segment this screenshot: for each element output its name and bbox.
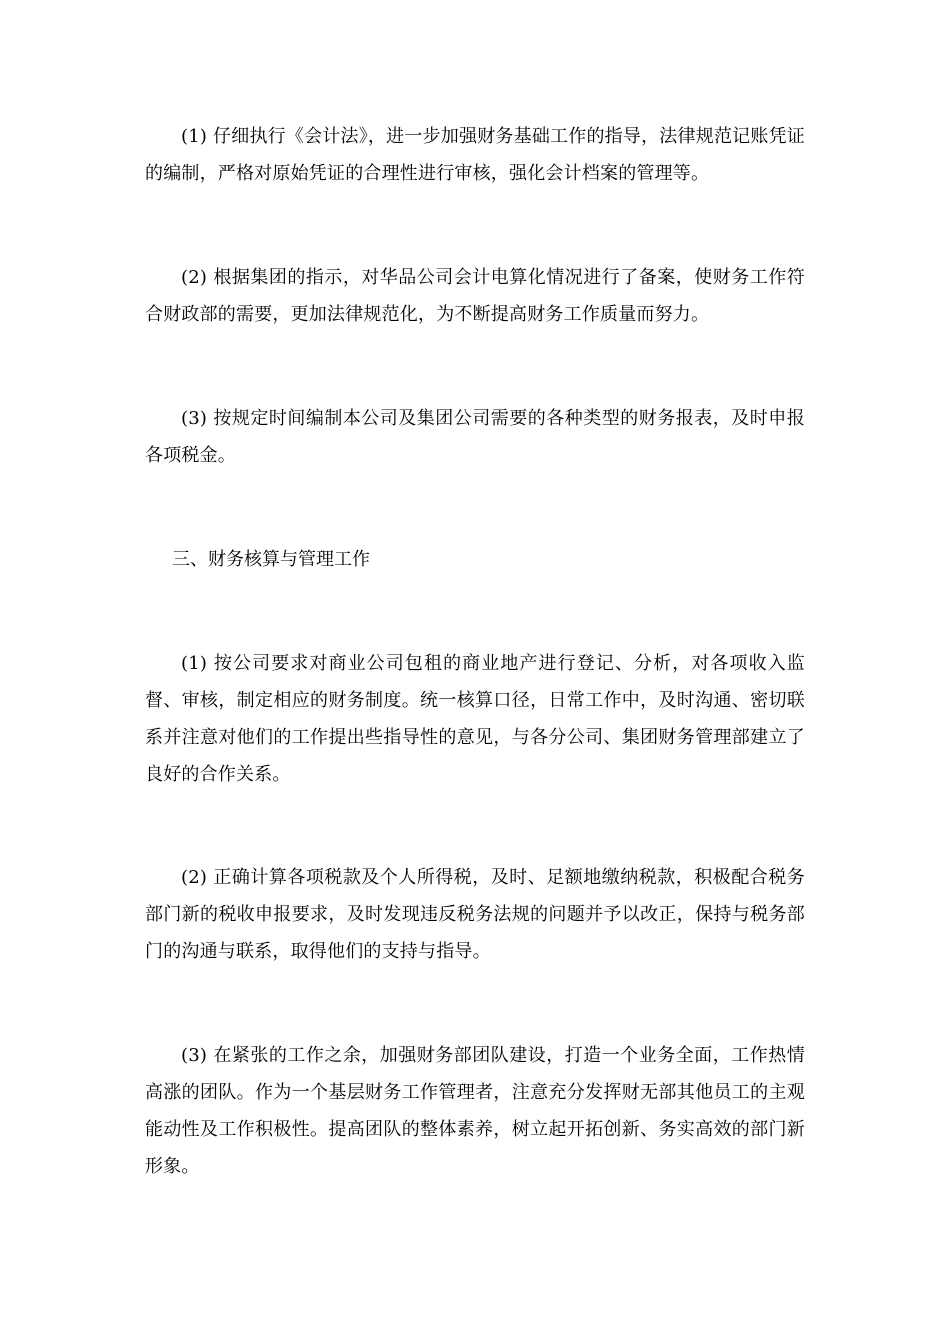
paragraph-1-3: (3) 按规定时间编制本公司及集团公司需要的各种类型的财务报表，及时申报各项税金。 bbox=[145, 408, 805, 466]
section-heading: 三、财务核算与管理工作 bbox=[172, 549, 370, 570]
paragraph-2-2: (2) 正确计算各项税款及个人所得税，及时、足额地缴纳税款，积极配合税务部门新的税收申报要求，及时发现违反税务法规的问题并予以改正，保持与税务部门的沟通与联系，取得他们的支持与指导。 bbox=[145, 867, 805, 962]
paragraph-2-3: (3) 在紧张的工作之余，加强财务部团队建设，打造一个业务全面，工作热情高涨的团队。作为一个基层财务工作管理者，注意充分发挥财无部其他员工的主观能动性及工作积极性。提高团队的整体素养，树立起开拓创新、务实高效的部门新形象。 bbox=[145, 1045, 805, 1177]
paragraph-2-1: (1) 按公司要求对商业公司包租的商业地产进行登记、分析，对各项收入监督、审核，制定相应的财务制度。统一核算口径，日常工作中，及时沟通、密切联系并注意对他们的工作提出些指导性的意见，与各分公司、集团财务管理部建立了良好的合作关系。 bbox=[145, 653, 805, 785]
paragraph-1-1: (1) 仔细执行《会计法》，进一步加强财务基础工作的指导，法律规范记账凭证的编制，严格对原始凭证的合理性进行审核，强化会计档案的管理等。 bbox=[145, 126, 805, 184]
paragraph-1-2: (2) 根据集团的指示，对华品公司会计电算化情况进行了备案，使财务工作符合财政部的需要，更加法律规范化，为不断提高财务工作质量而努力。 bbox=[145, 267, 805, 325]
